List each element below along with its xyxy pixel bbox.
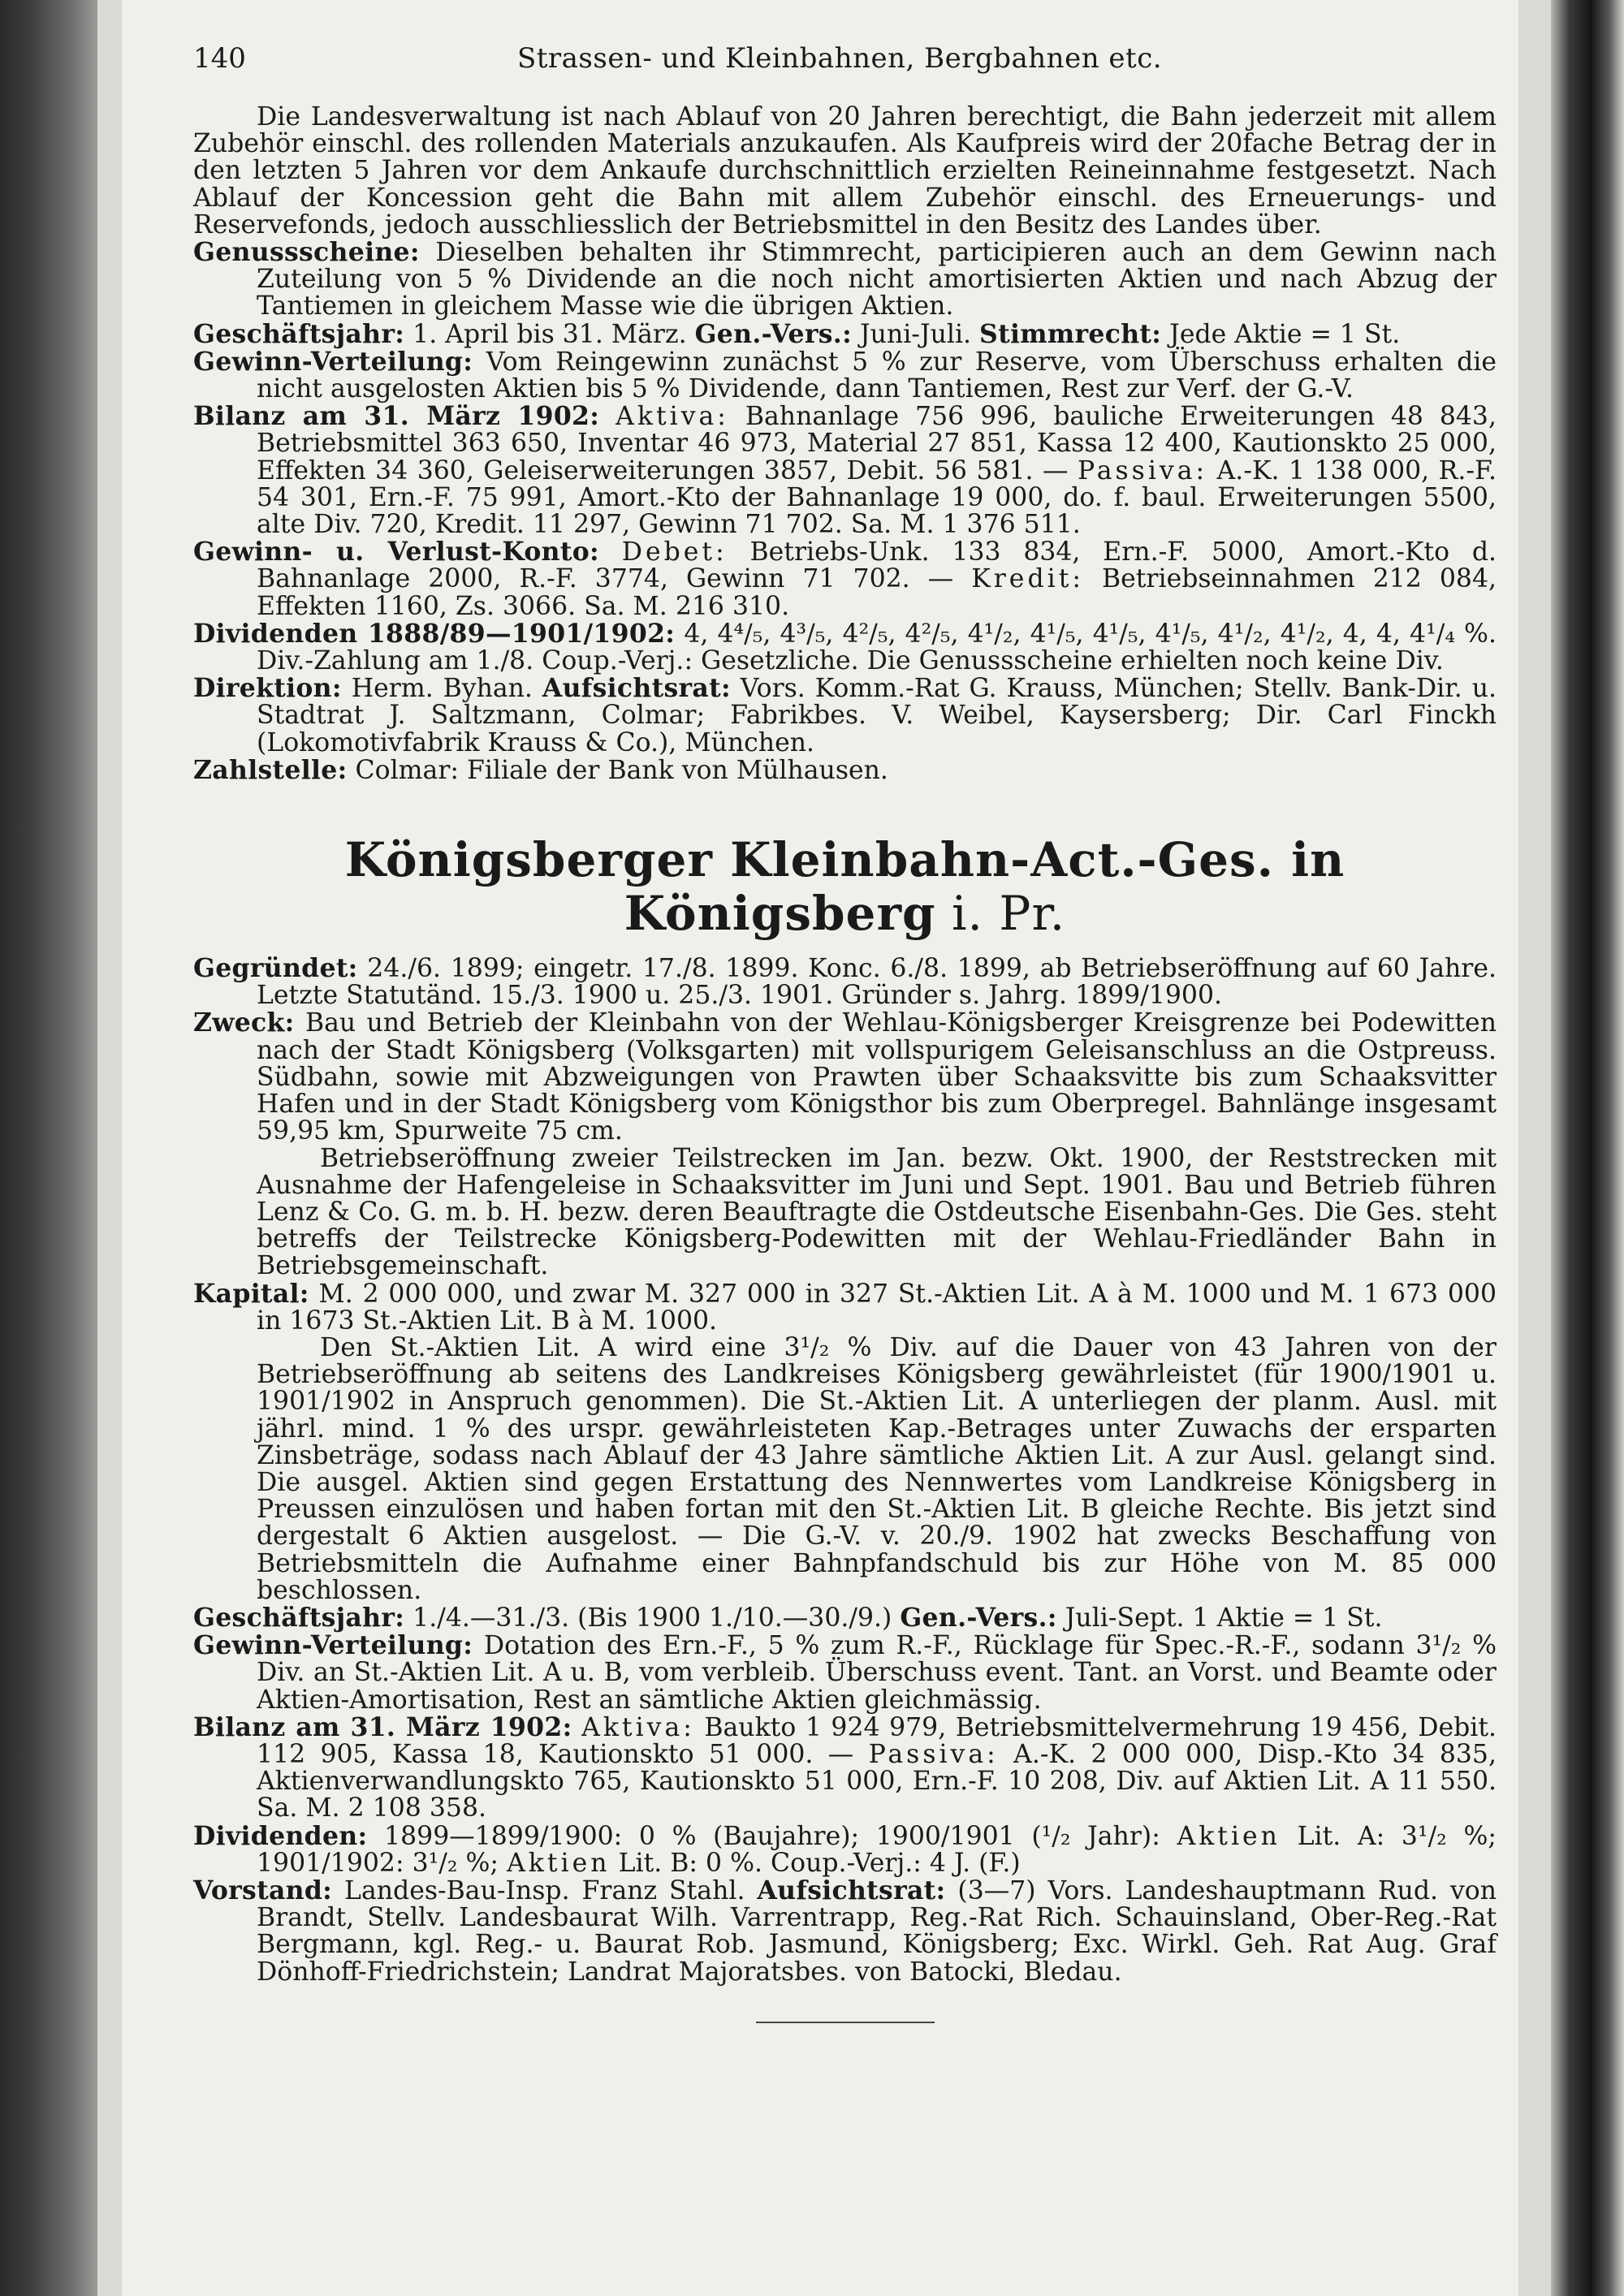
label: Geschäftsjahr: [193, 318, 405, 349]
prev-entry-paragraph: Die Landesverwaltung ist nach Ablauf von 20 Jahren berechtigt, die Bahn jederzeit mit allem Zubehör einschl. des rollenden Materials anzukaufen. Als Kaufpreis wird der 20fache Betrag der in den letzten 5 Jahren vor dem Ankaufe durchschnittlich erzielten Reineinnahme festgesetzt. Nach Ablauf der Koncession geht die Bahn mit allem Zubehör einschl. des Erneuerungs- und Reservefonds, jedoch ausschliesslich der Betriebsmittel in den Besitz des Landes über. [193, 102, 1497, 240]
page-content [193, 104, 1497, 2023]
text: Lit. B: 0 %. Coup.-Verj.: 4 J. (F.) [610, 1848, 1021, 1878]
prev-bilanz [193, 403, 1497, 538]
scan-shadow-left [0, 0, 97, 2296]
text: A.-K. 1 138 000, R.-F. 54 301, Ern.-F. 75 991, Amort.-Kto der Bahnanlage 19 000, do. f. baul. Erweiterungen 5500, alte Div. 720, Kredit. 11 297, Gewinn 71 702. Sa. M. 1 376 511. [257, 455, 1497, 540]
text: Bau und Betrieb der Kleinbahn von der Wehlau-Königsberger Kreisgrenze bei Podewitten nach der Stadt Königsberg (Volksgarten) mit vollspurigem Geleisanschluss an die Ostpreuss. Südbahn, sowie mit Abzweigungen von Prawten über Schaaksvitte bis zum Schaaksvitter Hafen und in der Stadt Königsberg vom Königsthor bis zum Oberpregel. Bahnlänge insgesamt 59,95 km, Spurweite 75 cm. [257, 1008, 1497, 1146]
company-heading [193, 833, 1497, 940]
label: Gewinn- u. Verlust-Konto: [193, 537, 599, 568]
kapital-paragraph-2: Den St.-Aktien Lit. A wird eine 3¹/₂ % Div. auf die Dauer von 43 Jahren von der Betriebseröffnung ab seitens des Landkreises Königsberg gewährleistet (für 1900/1901 u. 1901/1902 in Anspruch genommen). Die St.-Aktien Lit. A unterliegen der planm. Ausl. mit jährl. mind. 1 % des urspr. gewährleisteten Kap.-Betrages unter Zuwachs der ersparten Zinsbeträge, sodass nach Ablauf der 43 Jahre sämtliche Aktien Lit. A zur Ausl. gelangt sind. Die ausgel. Aktien sind gegen Erstattung des Nennwertes vom Landkreise Königsberg in Preussen einzulösen und haben fortan mit den St.-Aktien Lit. B gleiche Rechte. Bis jetzt sind dergestalt 6 Aktien ausgelost. — Die G.-V. v. 20./9. 1902 hat zwecks Beschaffung von Betriebsmitteln die Aufnahme einer Bahnpfandschuld bis zur Höhe von M. 85 000 beschlossen. [257, 1332, 1497, 1605]
text: Juli-Sept. 1 Aktie = 1 St. [1056, 1603, 1383, 1633]
label: Zahlstelle: [193, 754, 348, 785]
aktien-label: Aktien [507, 1848, 611, 1878]
aktiva-label: Aktiva: [615, 402, 729, 432]
scan-shadow-right [1551, 0, 1624, 2296]
text: 24./6. 1899; eingetr. 17./8. 1899. Konc. 6./8. 1899, ab Betriebseröffnung auf 60 Jahre. Letzte Statutänd. 15./3. 1900 u. 25./3. 1901. Gründer s. Jahrg. 1899/1900. [257, 954, 1497, 1011]
gewinn-verteilung [193, 1632, 1497, 1714]
text: Bahnanlage 756 996, bauliche Erweiterungen 48 843, Betriebsmittel 363 650, Inventar 46 973, Material 27 851, Kassa 12 400, Kautionskto 25 000, Effekten 34 360, Geleiserweiterungen 3857, Debit. 56 581. — [257, 402, 1497, 486]
vorstand [193, 1877, 1497, 1986]
text: Colmar: Filiale der Bank von Mülhausen. [347, 755, 888, 785]
prev-genussscheine [193, 239, 1497, 321]
text: 1899—1899/1900: 0 % (Baujahre); 1900/1901 (¹/₂ Jahr): [367, 1821, 1177, 1851]
text: 4, 4⁴/₅, 4³/₅, 4²/₅, 4²/₅, 4¹/₂, 4¹/₅, 4¹/₅, 4¹/₅, 4¹/₂, 4¹/₂, 4, 4, 4¹/₄ %. Div.-Zahlung am 1./8. Coup.-Verj.: Gesetzliche. Die Genussscheine erhielten noch keine Div. [257, 619, 1497, 676]
label: Bilanz am 31. März 1902: [193, 1711, 572, 1742]
label: Gewinn-Verteilung: [193, 1630, 473, 1661]
text: A.-K. 2 000 000, Disp.-Kto 34 835, Aktienverwandlungskto 765, Kautionskto 51 000, Ern.-F. 10 208, Div. auf Aktien Lit. A 11 550. Sa. M. 2 108 358. [257, 1739, 1497, 1823]
label: Dividenden 1888/89—1901/1902: [193, 618, 676, 649]
label: Direktion: [193, 673, 342, 704]
text: Landes-Bau-Insp. Franz Stahl. [332, 1875, 758, 1905]
running-title: Strassen- und Kleinbahnen, Bergbahnen etc. [516, 42, 1163, 75]
dividenden [193, 1820, 1497, 1878]
label: Dividenden: [193, 1820, 368, 1851]
text: 1./4.—31./3. (Bis 1900 1./10.—30./9.) [404, 1603, 901, 1633]
text: Dotation des Ern.-F., 5 % zum R.-F., Rücklage für Spec.-R.-F., sodann 3¹/₂ % Div. an St.-Aktien Lit. A u. B, vom verbleib. Überschuss event. Tant. an Vorst. und Beamte oder Aktien-Amortisation, Rest an sämtliche Aktien gleichmässig. [257, 1631, 1497, 1715]
prev-direktion [193, 675, 1497, 757]
aktiva-label: Aktiva: [581, 1712, 695, 1742]
text: Baukto 1 924 979, Betriebsmittelvermehrung 19 456, Debit. 112 905, Kassa 18, Kautionskto 51 000. — [257, 1712, 1497, 1769]
passiva-label: Passiva: [1077, 455, 1208, 486]
zweck [193, 1009, 1497, 1145]
page-header [193, 42, 1486, 80]
label: Genussscheine: [193, 237, 420, 268]
text: 1. April bis 31. März. [404, 319, 695, 349]
kredit-label: Kredit: [971, 564, 1084, 594]
text: Dieselben behalten ihr Stimmrecht, participieren auch an dem Gewinn nach Zuteilung von 5 % Dividende an die noch nicht amortisierten Aktien und nach Abzug der Tantiemen in gleichem Masse wie die übrigen Aktien. [257, 238, 1497, 322]
end-rule [756, 2022, 935, 2023]
page-number: 140 [193, 42, 246, 75]
geschaeftsjahr [193, 1604, 1497, 1632]
document-page [122, 0, 1518, 2296]
text: Betriebseinnahmen 212 084, Effekten 1160, Zs. 3066. Sa. M. 216 310. [257, 564, 1497, 621]
text: Jede Aktie = 1 St. [1161, 319, 1401, 349]
label: Gegründet: [193, 953, 358, 984]
prev-dividenden [193, 620, 1497, 675]
label: Gen.-Vers.: [694, 318, 853, 349]
text: Lit. A: 3¹/₂ %; 1901/1902: 3¹/₂ %; [257, 1821, 1497, 1878]
label: Vorstand: [193, 1875, 333, 1905]
text: (3—7) Vors. Landeshauptmann Rud. von Brandt, Stellv. Landesbaurat Wilh. Varrentrapp, Reg.-Rat Rich. Schauinsland, Ober-Reg.-Rat Bergmann, kgl. Reg.- u. Baurat Rob. Jasmund, Königsberg; Exc. Wirkl. Geh. Rat Aug. Graf Dönhoff-Friedrichstein; Landrat Majoratsbes. von Batocki, Bledau. [257, 1875, 1497, 1987]
prev-geschaeftsjahr [193, 318, 1497, 349]
label: Kapital: [193, 1278, 309, 1309]
text: Herm. Byhan. [341, 674, 542, 704]
aktien-label: Aktien [1177, 1821, 1281, 1851]
prev-gewinn-verlust-konto [193, 538, 1497, 620]
label: Stimmrecht: [979, 318, 1162, 349]
gegruendet [193, 955, 1497, 1009]
label: Geschäftsjahr: [193, 1602, 405, 1633]
text: M. 2 000 000, und zwar M. 327 000 in 327 St.-Aktien Lit. A à M. 1000 und M. 1 673 000 in 1673 St.-Aktien Lit. B à M. 1000. [257, 1279, 1497, 1336]
company-name: Königsberger Kleinbahn-Act.-Ges. in Königsberg [344, 832, 1345, 942]
label: Zweck: [193, 1008, 295, 1038]
zweck-paragraph-2: Betriebseröffnung zweier Teilstrecken im Jan. bezw. Okt. 1900, der Reststrecken mit Ausnahme der Hafengeleise in Schaaksvitter im Juni und Sept. 1901. Bau und Betrieb führen Lenz & Co. G. m. b. H. bezw. deren Beauftragte die Ostdeutsche Eisenbahn-Ges. Die Ges. steht betreffs der Teilstrecke Königsberg-Podewitten mit der Wehlau-Friedländer Bahn in Betriebsgemeinschaft. [257, 1143, 1497, 1281]
label: Bilanz am 31. März 1902: [193, 401, 600, 432]
label: Aufsichtsrat: [542, 673, 731, 704]
debet-label: Debet: [621, 537, 728, 568]
kapital [193, 1280, 1497, 1335]
text: Vors. Komm.-Rat G. Krauss, München; Stellv. Bank-Dir. u. Stadtrat J. Saltzmann, Colmar; Fabrikbes. V. Weibel, Kaysersberg; Dir. Carl Finckh (Lokomotivfabrik Krauss & Co.), München. [257, 674, 1497, 757]
prev-gewinn-verteilung [193, 348, 1497, 403]
company-location-suffix: i. Pr. [935, 886, 1066, 942]
text: Vom Reingewinn zunächst 5 % zur Reserve, vom Überschuss erhalten die nicht ausgelosten Aktien bis 5 % Dividende, dann Tantiemen, Rest zur Verf. der G.-V. [257, 347, 1497, 404]
text: Juni-Juli. [852, 319, 980, 349]
bilanz [193, 1711, 1497, 1823]
label: Gewinn-Verteilung: [193, 346, 473, 377]
text: Betriebs-Unk. 133 834, Ern.-F. 5000, Amort.-Kto d. Bahnanlage 2000, R.-F. 3774, Gewinn 71 702. — [257, 537, 1497, 594]
passiva-label: Passiva: [868, 1739, 999, 1769]
label: Gen.-Vers.: [900, 1602, 1057, 1633]
label: Aufsichtsrat: [757, 1875, 946, 1905]
prev-zahlstelle [193, 754, 1497, 785]
